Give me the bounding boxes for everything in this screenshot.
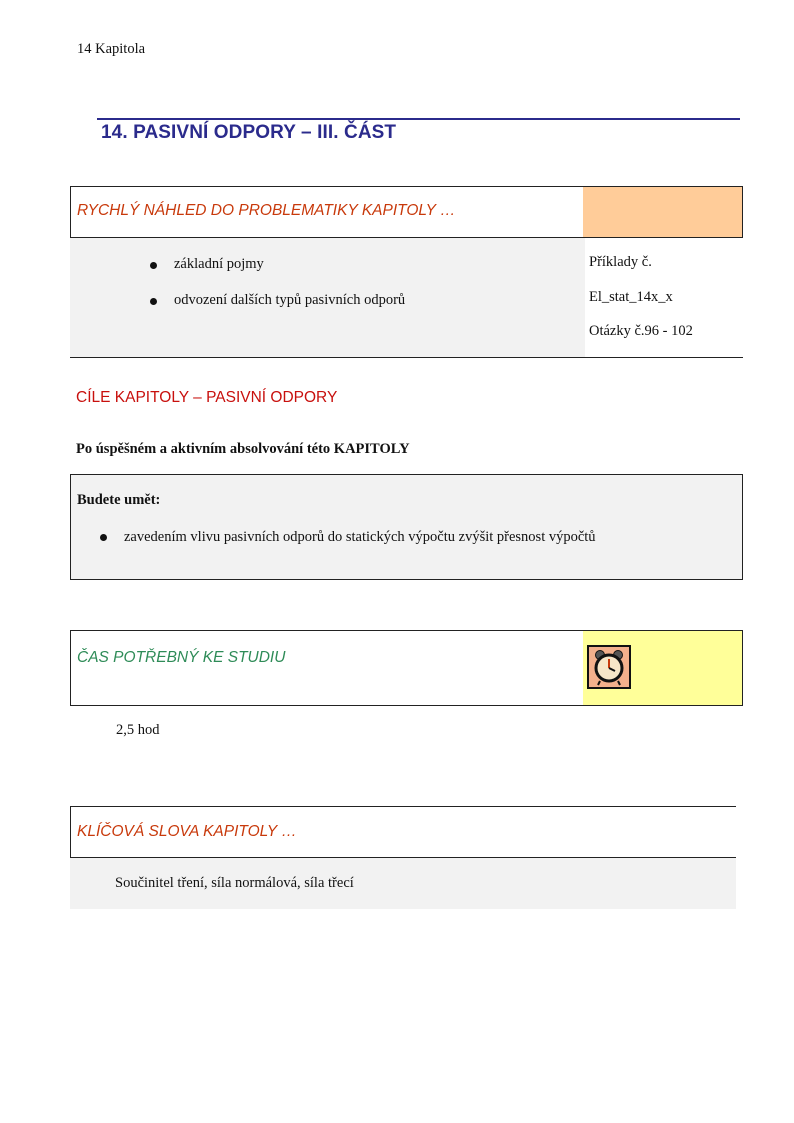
chapter-title: 14. PASIVNÍ ODPORY – III. ČÁST (101, 122, 397, 143)
overview-heading: RYCHLÝ NÁHLED DO PROBLEMATIKY KAPITOLY … (77, 202, 456, 219)
running-header: 14 Kapitola (77, 41, 146, 57)
keywords-text: Součinitel tření, síla normálová, síla třecí (115, 875, 354, 891)
overview-header-box (70, 186, 743, 238)
overview-item-text: odvození dalších typů pasivních odporů (174, 292, 406, 308)
overview-side-line: Příklady č. (589, 254, 652, 270)
title-rule (97, 118, 740, 120)
overview-bottom-rule (70, 357, 743, 358)
list-item (100, 528, 700, 546)
alarm-clock-icon-graphic (589, 647, 629, 687)
bullet-icon (150, 298, 157, 305)
list-item (150, 292, 405, 309)
time-box (70, 630, 743, 706)
time-value: 2,5 hod (116, 722, 160, 738)
overview-list (150, 256, 405, 309)
goals-heading: CÍLE KAPITOLY – PASIVNÍ ODPORY (76, 389, 338, 406)
bullet-icon (100, 534, 107, 541)
overview-accent-cell (583, 187, 742, 237)
overview-item-text: základní pojmy (174, 256, 264, 272)
list-item (150, 256, 405, 292)
keywords-body (70, 858, 736, 909)
bullet-icon (150, 262, 157, 269)
goals-intro: Po úspěšném a aktivním absolvování této KAPITOLY (76, 441, 410, 457)
alarm-clock-icon (587, 645, 631, 689)
goals-box (70, 474, 743, 580)
goals-box-title: Budete umět: (77, 492, 161, 508)
goals-item-text: zavedením vlivu pasivních odporů do statických výpočtu zvýšit přesnost výpočtů (124, 529, 596, 545)
keywords-header-box (70, 806, 736, 858)
keywords-heading: KLÍČOVÁ SLOVA KAPITOLY … (77, 823, 297, 840)
overview-side-line: El_stat_14x_x (589, 289, 673, 305)
overview-side-line: Otázky č.96 - 102 (589, 323, 693, 339)
time-heading: ČAS POTŘEBNÝ KE STUDIU (77, 649, 286, 666)
